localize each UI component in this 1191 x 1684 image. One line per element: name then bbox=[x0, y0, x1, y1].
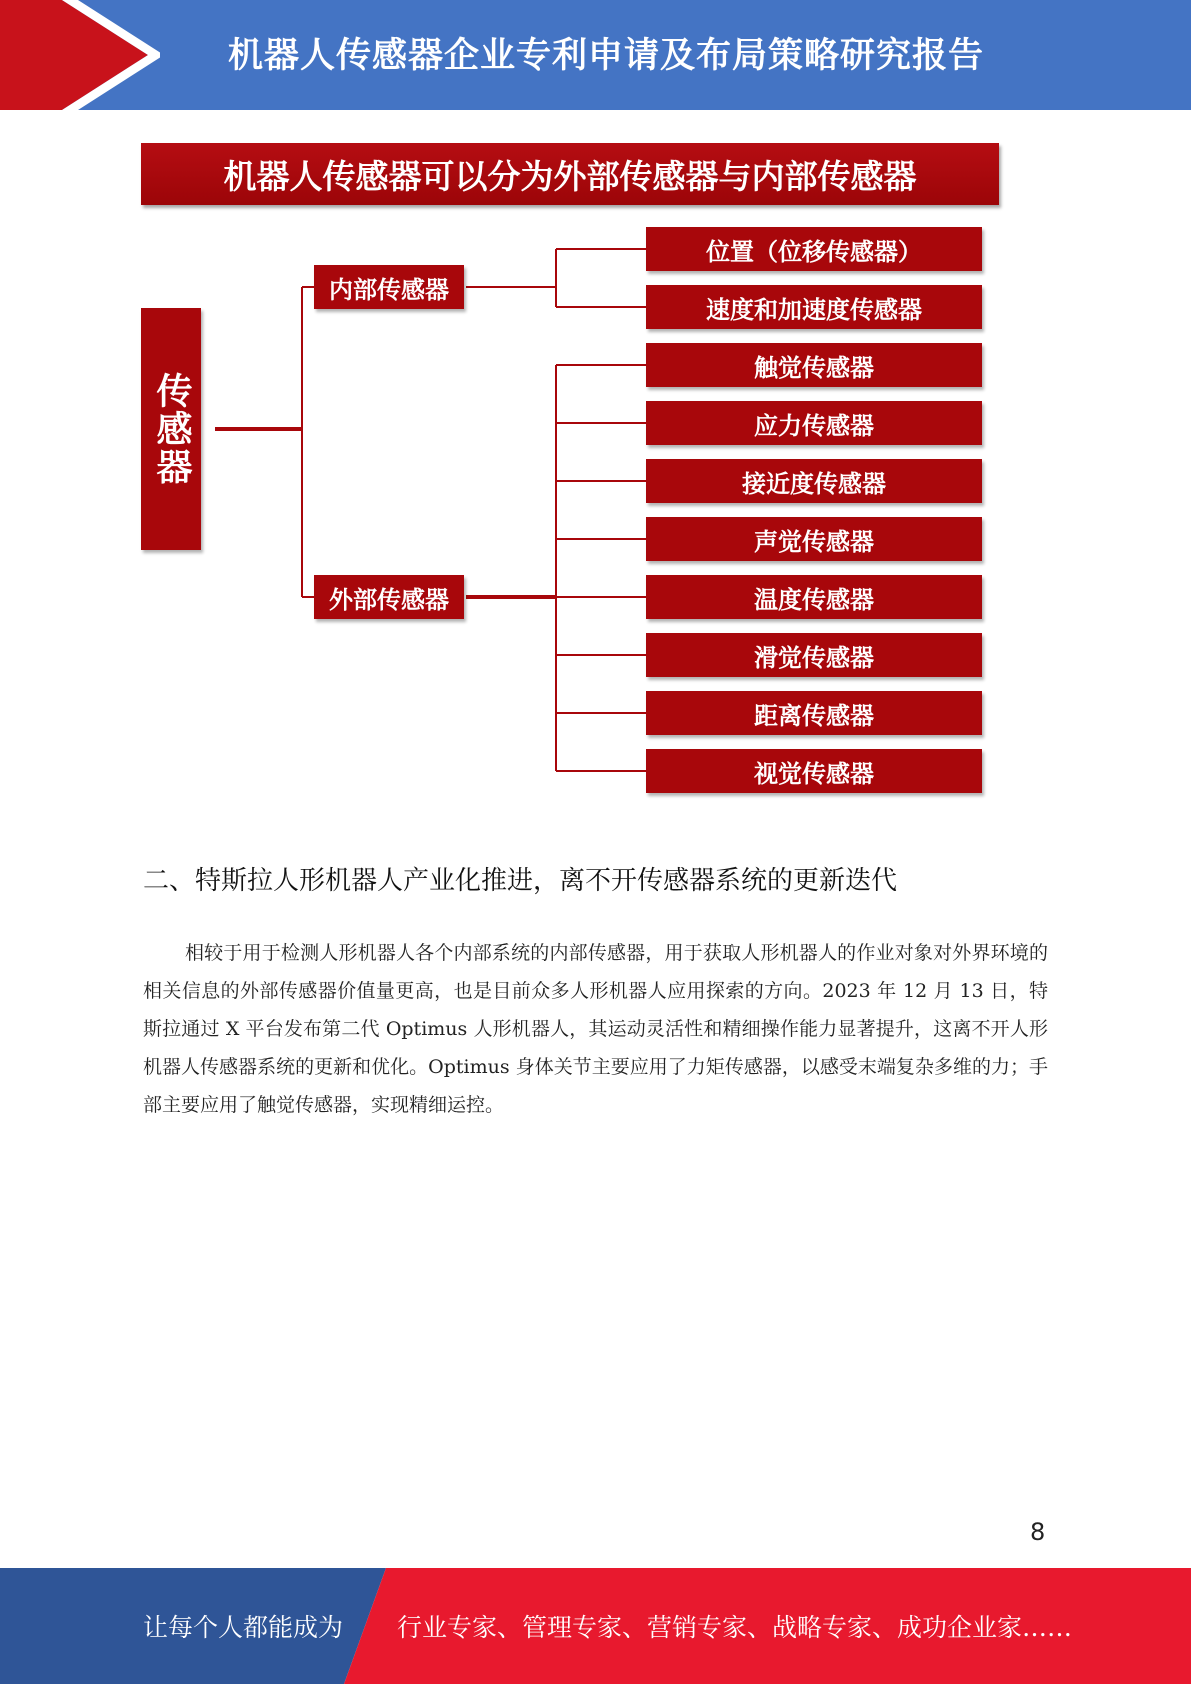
footer-slogan-right: 行业专家、管理专家、营销专家、战略专家、成功企业家…… bbox=[397, 1613, 1073, 1642]
page-footer bbox=[0, 1568, 1191, 1684]
node-external-sensor: 外部传感器 bbox=[314, 575, 464, 619]
diagram-banner: 机器人传感器可以分为外部传感器与内部传感器 bbox=[141, 143, 999, 205]
section-heading: 二、特斯拉人形机器人产业化推进，离不开传感器系统的更新迭代 bbox=[143, 866, 898, 896]
page-number: 8 bbox=[1030, 1518, 1046, 1546]
sensor-classification-diagram bbox=[0, 0, 1191, 820]
node-internal-sensor: 内部传感器 bbox=[314, 265, 464, 309]
leaf-position-sensor: 位置（位移传感器） bbox=[646, 227, 982, 271]
leaf-velocity-acceleration-sensor: 速度和加速度传感器 bbox=[646, 285, 982, 329]
leaf-distance-sensor: 距离传感器 bbox=[646, 691, 982, 735]
leaf-proximity-sensor: 接近度传感器 bbox=[646, 459, 982, 503]
header-title: 机器人传感器企业专利申请及布局策略研究报告 bbox=[228, 36, 985, 76]
leaf-tactile-sensor: 触觉传感器 bbox=[646, 343, 982, 387]
leaf-slip-sensor: 滑觉传感器 bbox=[646, 633, 982, 677]
leaf-acoustic-sensor: 声觉传感器 bbox=[646, 517, 982, 561]
root-node-sensor: 传感器 bbox=[141, 308, 201, 550]
leaf-vision-sensor: 视觉传感器 bbox=[646, 749, 982, 793]
footer-slogan-left: 让每个人都能成为 bbox=[143, 1613, 344, 1642]
leaf-temperature-sensor: 温度传感器 bbox=[646, 575, 982, 619]
leaf-stress-sensor: 应力传感器 bbox=[646, 401, 982, 445]
section-paragraph: 相较于用于检测人形机器人各个内部系统的内部传感器，用于获取人形机器人的作业对象对外界环境的相关信息的外部传感器价值量更高，也是目前众多人形机器人应用探索的方向。2023 年 12 月 13 日，特斯拉通过 X 平台发布第二代 Optimus 人形机器人，其运动灵活性和精细操作能力显著提升，这离不开人形机器人传感器系统的更新和优化。Optimus 身体关节主要应用了力矩传感器，以感受末端复杂多维的力；手部主要应用了触觉传感器，实现精细运控。 bbox=[143, 942, 1048, 1116]
